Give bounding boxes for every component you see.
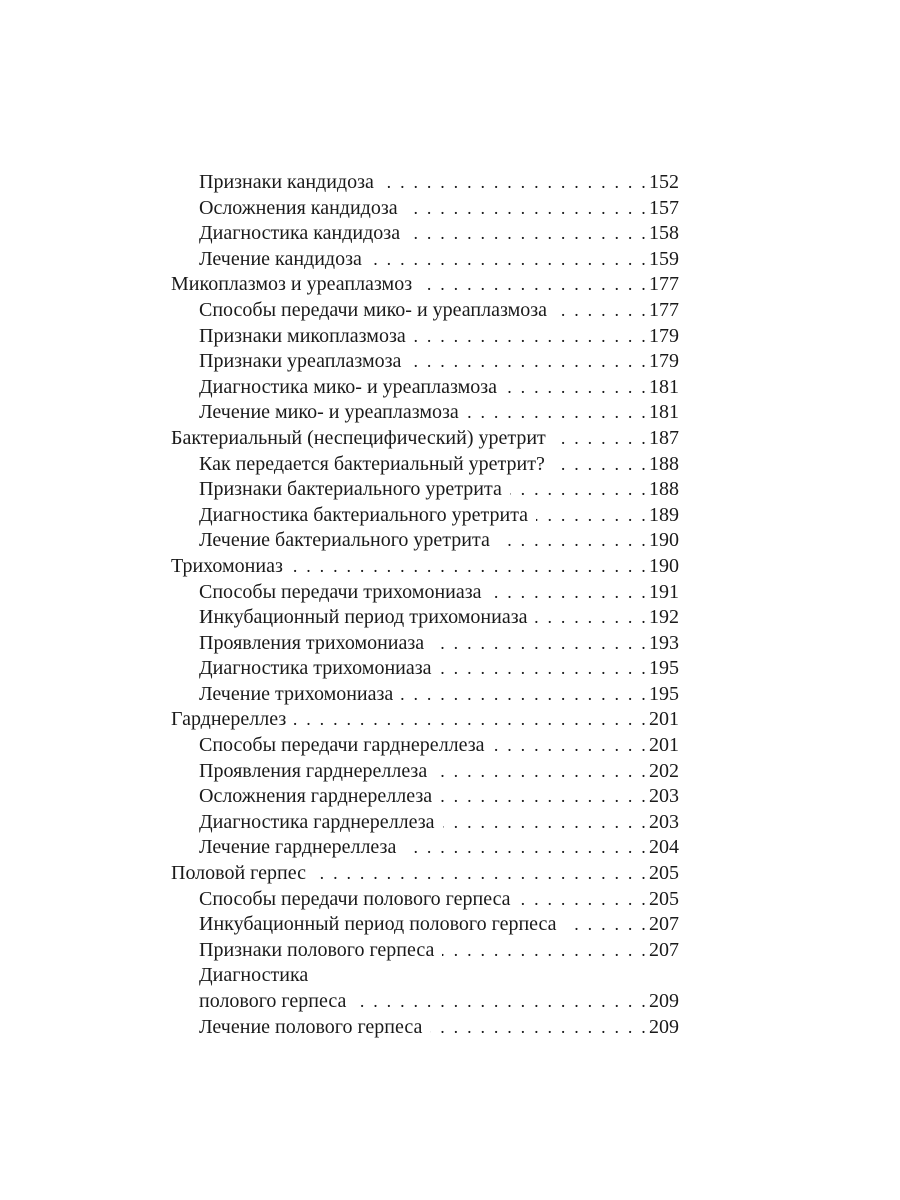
toc-page-number: 179 bbox=[649, 350, 679, 373]
toc-entry bbox=[171, 400, 679, 426]
dot-leader bbox=[553, 452, 648, 478]
dot-leader bbox=[442, 938, 648, 964]
toc-entry-title: Диагностика bbox=[199, 964, 309, 987]
toc-page-number: 209 bbox=[649, 1015, 679, 1038]
toc-entry bbox=[171, 221, 679, 247]
toc-page-number: 209 bbox=[649, 990, 679, 1012]
dot-leader bbox=[432, 631, 648, 657]
toc-entry bbox=[171, 656, 679, 682]
toc-entry-title: Признаки полового герпеса bbox=[199, 938, 435, 961]
toc-entry bbox=[171, 170, 679, 196]
toc-entry-title: Лечение полового герпеса bbox=[199, 1015, 423, 1038]
dot-leader bbox=[535, 605, 648, 631]
toc-entry bbox=[171, 605, 679, 631]
dot-leader bbox=[408, 221, 648, 247]
toc-page-number: 189 bbox=[649, 503, 679, 526]
dot-leader bbox=[490, 580, 649, 606]
toc-entry-title: Бактериальный (неспецифический) уретрит bbox=[171, 426, 546, 449]
dot-leader bbox=[440, 656, 649, 682]
dot-leader bbox=[382, 170, 648, 196]
toc-entry bbox=[171, 887, 679, 913]
toc-page-number: 193 bbox=[649, 631, 679, 654]
toc-entry bbox=[171, 759, 679, 785]
toc-page-number: 188 bbox=[649, 478, 679, 501]
toc-entry bbox=[171, 835, 679, 861]
dot-leader bbox=[420, 272, 648, 298]
toc-entry bbox=[171, 1015, 679, 1041]
toc-entry-title: Лечение бактериального уретрита bbox=[199, 529, 490, 552]
toc-entry-title: Гарднереллез bbox=[171, 708, 287, 731]
toc-entry bbox=[171, 682, 679, 708]
toc-entry-continuation bbox=[171, 989, 679, 1015]
toc-page-number: 190 bbox=[649, 529, 679, 552]
toc-entry-title: полового герпеса bbox=[199, 990, 347, 1012]
toc-page-number: 207 bbox=[649, 938, 679, 961]
toc-page-number: 181 bbox=[649, 401, 679, 424]
toc-page-number: 195 bbox=[649, 657, 679, 680]
toc-entry bbox=[171, 810, 679, 836]
toc-entry bbox=[171, 426, 679, 452]
toc-entry-title: Диагностика кандидоза bbox=[199, 222, 401, 245]
toc-entry-title: Трихомониаз bbox=[171, 554, 283, 577]
toc-entry bbox=[171, 375, 679, 401]
toc-page-number: 207 bbox=[649, 913, 679, 936]
toc-entry bbox=[171, 196, 679, 222]
dot-leader bbox=[510, 477, 648, 503]
toc-entry bbox=[171, 861, 679, 887]
dot-leader bbox=[555, 298, 648, 324]
toc-entry bbox=[171, 784, 679, 810]
toc-entry bbox=[171, 272, 679, 298]
toc-entry bbox=[171, 503, 679, 529]
dot-leader bbox=[519, 887, 648, 913]
dot-leader bbox=[406, 196, 648, 222]
toc-entry-title: Способы передачи полового герпеса bbox=[199, 887, 511, 910]
toc-entry-title: Диагностика бактериального уретрита bbox=[199, 503, 529, 526]
toc-entry bbox=[171, 452, 679, 478]
dot-leader bbox=[291, 554, 648, 580]
toc-entry-title: Способы передачи гарднереллеза bbox=[199, 734, 485, 757]
toc-page-number: 203 bbox=[649, 810, 679, 833]
toc-entry bbox=[171, 247, 679, 273]
toc-page-number: 192 bbox=[649, 606, 679, 629]
toc-entry-title: Микоплазмоз и уреаплазмоз bbox=[171, 273, 413, 296]
dot-leader bbox=[505, 375, 648, 401]
toc-entry-title: Способы передачи мико- и уреаплазмоза bbox=[199, 298, 548, 321]
dot-leader bbox=[554, 426, 648, 452]
toc-entry bbox=[171, 298, 679, 324]
toc-entry-title: Диагностика мико- и уреаплазмоза bbox=[199, 375, 498, 398]
toc-page-number: 187 bbox=[649, 426, 679, 449]
toc-entry-title: Как передается бактериальный уретрит? bbox=[199, 452, 545, 475]
dot-leader bbox=[354, 989, 648, 1015]
toc-page-number: 181 bbox=[649, 375, 679, 398]
toc-entry-title: Проявления трихомониаза bbox=[199, 631, 425, 654]
toc-entry bbox=[171, 349, 679, 375]
dot-leader bbox=[435, 759, 648, 785]
toc-entry-title: Лечение кандидоза bbox=[199, 247, 362, 270]
dot-leader bbox=[498, 528, 648, 554]
toc-page-number: 201 bbox=[649, 734, 679, 757]
toc-entry bbox=[171, 631, 679, 657]
toc-entry-title: Признаки бактериального уретрита bbox=[199, 478, 502, 501]
toc-entry-title: Признаки уреаплазмоза bbox=[199, 350, 402, 373]
toc-entry bbox=[171, 912, 679, 938]
toc-entry-title: Способы передачи трихомониаза bbox=[199, 580, 482, 603]
toc-entry-title: Признаки кандидоза bbox=[199, 171, 374, 193]
toc-entry-title: Половой герпес bbox=[171, 862, 306, 885]
dot-leader bbox=[314, 861, 648, 887]
toc-page-number: 195 bbox=[649, 682, 679, 705]
dot-leader bbox=[370, 247, 648, 273]
dot-leader bbox=[467, 400, 648, 426]
toc-page-number: 179 bbox=[649, 324, 679, 347]
toc-entry bbox=[171, 554, 679, 580]
dot-leader bbox=[294, 707, 648, 733]
dot-leader bbox=[409, 349, 648, 375]
dot-leader bbox=[430, 1015, 648, 1041]
toc-page-number: 202 bbox=[649, 759, 679, 782]
toc-page-number: 157 bbox=[649, 196, 679, 219]
table-of-contents bbox=[171, 170, 679, 1040]
toc-page-number: 191 bbox=[649, 580, 679, 603]
dot-leader bbox=[565, 912, 648, 938]
toc-entry bbox=[171, 324, 679, 350]
dot-leader bbox=[440, 784, 648, 810]
toc-page-number: 190 bbox=[649, 554, 679, 577]
toc-page-number: 188 bbox=[649, 452, 679, 475]
toc-page-number: 205 bbox=[649, 862, 679, 885]
dot-leader bbox=[404, 835, 648, 861]
toc-page-number: 177 bbox=[649, 298, 679, 321]
dot-leader bbox=[401, 682, 648, 708]
toc-page-number: 177 bbox=[649, 273, 679, 296]
toc-entry-title: Диагностика гарднереллеза bbox=[199, 810, 435, 833]
toc-entry-title: Инкубационный период полового герпеса bbox=[199, 913, 557, 936]
toc-page-number: 203 bbox=[649, 785, 679, 808]
toc-entry-title: Признаки микоплазмоза bbox=[199, 324, 406, 347]
toc-entry bbox=[171, 477, 679, 503]
toc-entry bbox=[171, 733, 679, 759]
toc-entry-title: Инкубационный период трихомониаза bbox=[199, 606, 528, 629]
dot-leader bbox=[536, 503, 648, 529]
toc-page-number: 204 bbox=[649, 836, 679, 859]
dot-leader bbox=[493, 733, 648, 759]
toc-entry-title: Проявления гарднереллеза bbox=[199, 759, 428, 782]
toc-entry bbox=[171, 528, 679, 554]
toc-entry-title: Осложнения кандидоза bbox=[199, 196, 398, 219]
toc-page-number: 159 bbox=[649, 247, 679, 270]
toc-entry-title: Осложнения гарднереллеза bbox=[199, 785, 433, 808]
toc-page-number: 152 bbox=[649, 171, 679, 193]
toc-entry-title: Лечение мико- и уреаплазмоза bbox=[199, 401, 459, 424]
toc-page-number: 205 bbox=[649, 887, 679, 910]
toc-entry bbox=[171, 580, 679, 606]
dot-leader bbox=[443, 810, 648, 836]
toc-entry bbox=[171, 963, 679, 989]
toc-page-number: 201 bbox=[649, 708, 679, 731]
toc-entry-title: Лечение гарднереллеза bbox=[199, 836, 397, 859]
toc-entry bbox=[171, 938, 679, 964]
toc-entry-title: Диагностика трихомониаза bbox=[199, 657, 432, 680]
toc-page-number: 158 bbox=[649, 222, 679, 245]
toc-entry bbox=[171, 707, 679, 733]
dot-leader bbox=[414, 324, 648, 350]
toc-entry-title: Лечение трихомониаза bbox=[199, 682, 394, 705]
